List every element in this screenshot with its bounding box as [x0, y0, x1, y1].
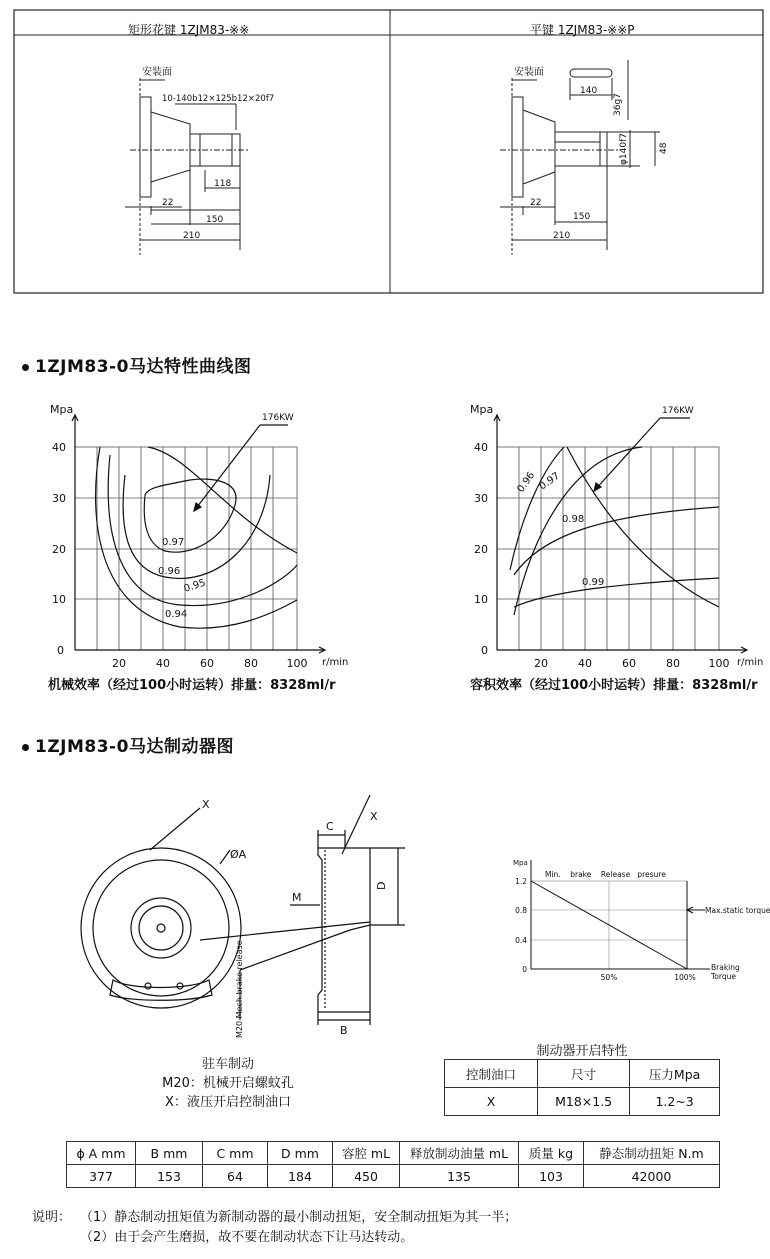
- shaft-drawings: [0, 0, 770, 300]
- spline-dim-210: 210: [183, 231, 201, 241]
- mech-xtick: 20: [112, 657, 126, 670]
- release-ytick: 0.8: [515, 906, 527, 915]
- vol-contour-label: 0.96: [515, 470, 538, 495]
- release-pressure-chart: [505, 855, 770, 985]
- brake-phi-a-label: ØA: [230, 848, 247, 861]
- spec-table-cell: 184: [268, 1165, 333, 1188]
- mech-xtick: 80: [244, 657, 258, 670]
- release-table-header: 控制油口: [445, 1060, 538, 1088]
- mech-ytick: 30: [52, 492, 66, 505]
- mech-efficiency-chart: [30, 395, 360, 695]
- vol-ytick: 10: [474, 593, 488, 606]
- spec-table-header: D mm: [268, 1142, 333, 1165]
- release-xlabel: Torque: [711, 972, 736, 981]
- brake-notes: [118, 1055, 338, 1112]
- spec-table-header: ϕ A mm: [67, 1142, 136, 1165]
- key-mount-label: 安装面: [514, 67, 544, 78]
- vol-contour-label: 0.99: [582, 577, 605, 588]
- brake-note: X：液压开启控制油口: [165, 1095, 291, 1110]
- brake-d-label: D: [375, 881, 388, 890]
- curves-section-title: 1ZJM83-0马达特性曲线图: [22, 352, 251, 377]
- brake-c-label: C: [326, 820, 334, 833]
- spec-table-header: 静态制动扭矩 N.m: [584, 1142, 720, 1165]
- brake-note: M20：机械开启螺蚊孔: [162, 1076, 294, 1091]
- spec-table-cell: 42000: [584, 1165, 720, 1188]
- mech-xtick: 100: [286, 657, 308, 670]
- spec-table-header: 容腔 mL: [333, 1142, 400, 1165]
- note-item: （2）由于会产生磨损，故不要在制动状态下让马达转动。: [80, 1230, 414, 1245]
- spec-table-cell: 153: [136, 1165, 203, 1188]
- mech-ytick: 40: [52, 441, 66, 454]
- vol-ytick: 40: [474, 441, 488, 454]
- spline-dim-22: 22: [162, 198, 174, 208]
- vol-contour-label: 0.97: [537, 470, 562, 493]
- vol-power-label: 176KW: [662, 406, 694, 416]
- mech-xtick: 60: [200, 657, 214, 670]
- spec-table-header: 质量 kg: [519, 1142, 584, 1165]
- spline-mount-label: 安装面: [142, 67, 172, 78]
- release-table-header: 压力Mpa: [630, 1060, 720, 1088]
- bullet-icon: [22, 744, 29, 751]
- mech-chart-caption: 机械效率（经过100小时运转）排量：8328ml/r: [48, 678, 336, 693]
- vol-efficiency-chart: [452, 395, 770, 695]
- release-max-label: Max.static torque: [705, 906, 770, 915]
- spec-table-cell: 135: [400, 1165, 519, 1188]
- spec-table-cell: 377: [67, 1165, 136, 1188]
- key-dim-140: 140: [580, 86, 598, 96]
- brake-x-label-side: X: [370, 810, 378, 823]
- mech-contour-label: 0.95: [182, 577, 208, 595]
- vol-chart-caption: 容积效率（经过100小时运转）排量：8328ml/r: [470, 678, 758, 693]
- key-dim-22: 22: [530, 198, 542, 208]
- release-table-cell: X: [445, 1088, 538, 1116]
- brake-section-title: 1ZJM83-0马达制动器图: [22, 732, 234, 757]
- key-dim-150: 150: [573, 212, 591, 222]
- spec-table-cell: 450: [333, 1165, 400, 1188]
- mech-power-label: 176KW: [262, 413, 294, 423]
- vol-contour-label: 0.98: [562, 514, 585, 525]
- release-table-cell: M18×1.5: [538, 1088, 630, 1116]
- key-title: 平键 1ZJM83-※※P: [530, 23, 635, 37]
- spec-table-header: B mm: [136, 1142, 203, 1165]
- release-xlabel: Braking: [711, 963, 740, 972]
- mech-ylabel: Mpa: [50, 403, 74, 416]
- mech-contour-label: 0.96: [158, 566, 181, 577]
- brake-drawing: [80, 790, 420, 1050]
- key-dim-36g7: 36g7: [613, 93, 623, 116]
- vol-ytick: 0: [481, 644, 488, 657]
- spec-table-header: 释放制动油量 mL: [400, 1142, 519, 1165]
- mech-ytick: 0: [57, 644, 64, 657]
- vol-xtick: 80: [666, 657, 680, 670]
- spline-title: 矩形花键 1ZJM83-※※: [128, 23, 250, 37]
- release-ytick: 0: [522, 965, 527, 974]
- vol-xtick: 60: [622, 657, 636, 670]
- release-table-header: 尺寸: [538, 1060, 630, 1088]
- spec-table: [66, 1141, 720, 1188]
- key-dim-phi140f7: φ140f7: [619, 132, 629, 165]
- vol-ytick: 20: [474, 543, 488, 556]
- vol-xtick: 100: [708, 657, 730, 670]
- vol-ytick: 30: [474, 492, 488, 505]
- vol-xunit: r/min: [737, 657, 764, 668]
- brake-b-label: B: [340, 1024, 348, 1037]
- release-xtick: 50%: [600, 973, 618, 982]
- release-ylabel: Mpa: [513, 859, 528, 867]
- mech-contour-label: 0.97: [162, 537, 185, 548]
- vol-xtick: 40: [578, 657, 592, 670]
- spline-dim-118: 118: [214, 179, 232, 189]
- spec-table-cell: 64: [203, 1165, 268, 1188]
- brake-m-label: M: [292, 891, 302, 904]
- spec-table-header: C mm: [203, 1142, 268, 1165]
- mech-contour-label: 0.94: [165, 609, 188, 620]
- key-dim-48: 48: [659, 142, 669, 154]
- brake-x-label: X: [202, 798, 210, 811]
- mech-ytick: 10: [52, 593, 66, 606]
- mech-ytick: 20: [52, 543, 66, 556]
- release-table-cell: 1.2~3: [630, 1088, 720, 1116]
- release-table: [444, 1059, 720, 1116]
- key-dim-210: 210: [553, 231, 571, 241]
- vol-xtick: 20: [534, 657, 548, 670]
- release-xtick: 100%: [674, 973, 696, 982]
- vol-ylabel: Mpa: [470, 403, 494, 416]
- bullet-icon: [22, 364, 29, 371]
- spec-table-cell: 103: [519, 1165, 584, 1188]
- release-table-title: 制动器开启特性: [536, 1044, 628, 1059]
- release-header: Min. brake Release presure: [545, 870, 666, 879]
- release-ytick: 0.4: [515, 936, 527, 945]
- release-ytick: 1.2: [515, 877, 527, 886]
- brake-release-label: M20 Mech.brake release: [235, 940, 244, 1038]
- mech-xtick: 40: [156, 657, 170, 670]
- spline-dim-150: 150: [206, 215, 224, 225]
- mech-xunit: r/min: [322, 657, 349, 668]
- notes-label: 说明：: [32, 1210, 72, 1225]
- brake-note: 驻车制动: [201, 1057, 254, 1072]
- spline-spec: 10-140b12×125b12×20f7: [162, 94, 275, 104]
- note-item: （1）静态制动扭矩值为新制动器的最小制动扭矩，安全制动扭矩为其一半；: [80, 1210, 518, 1225]
